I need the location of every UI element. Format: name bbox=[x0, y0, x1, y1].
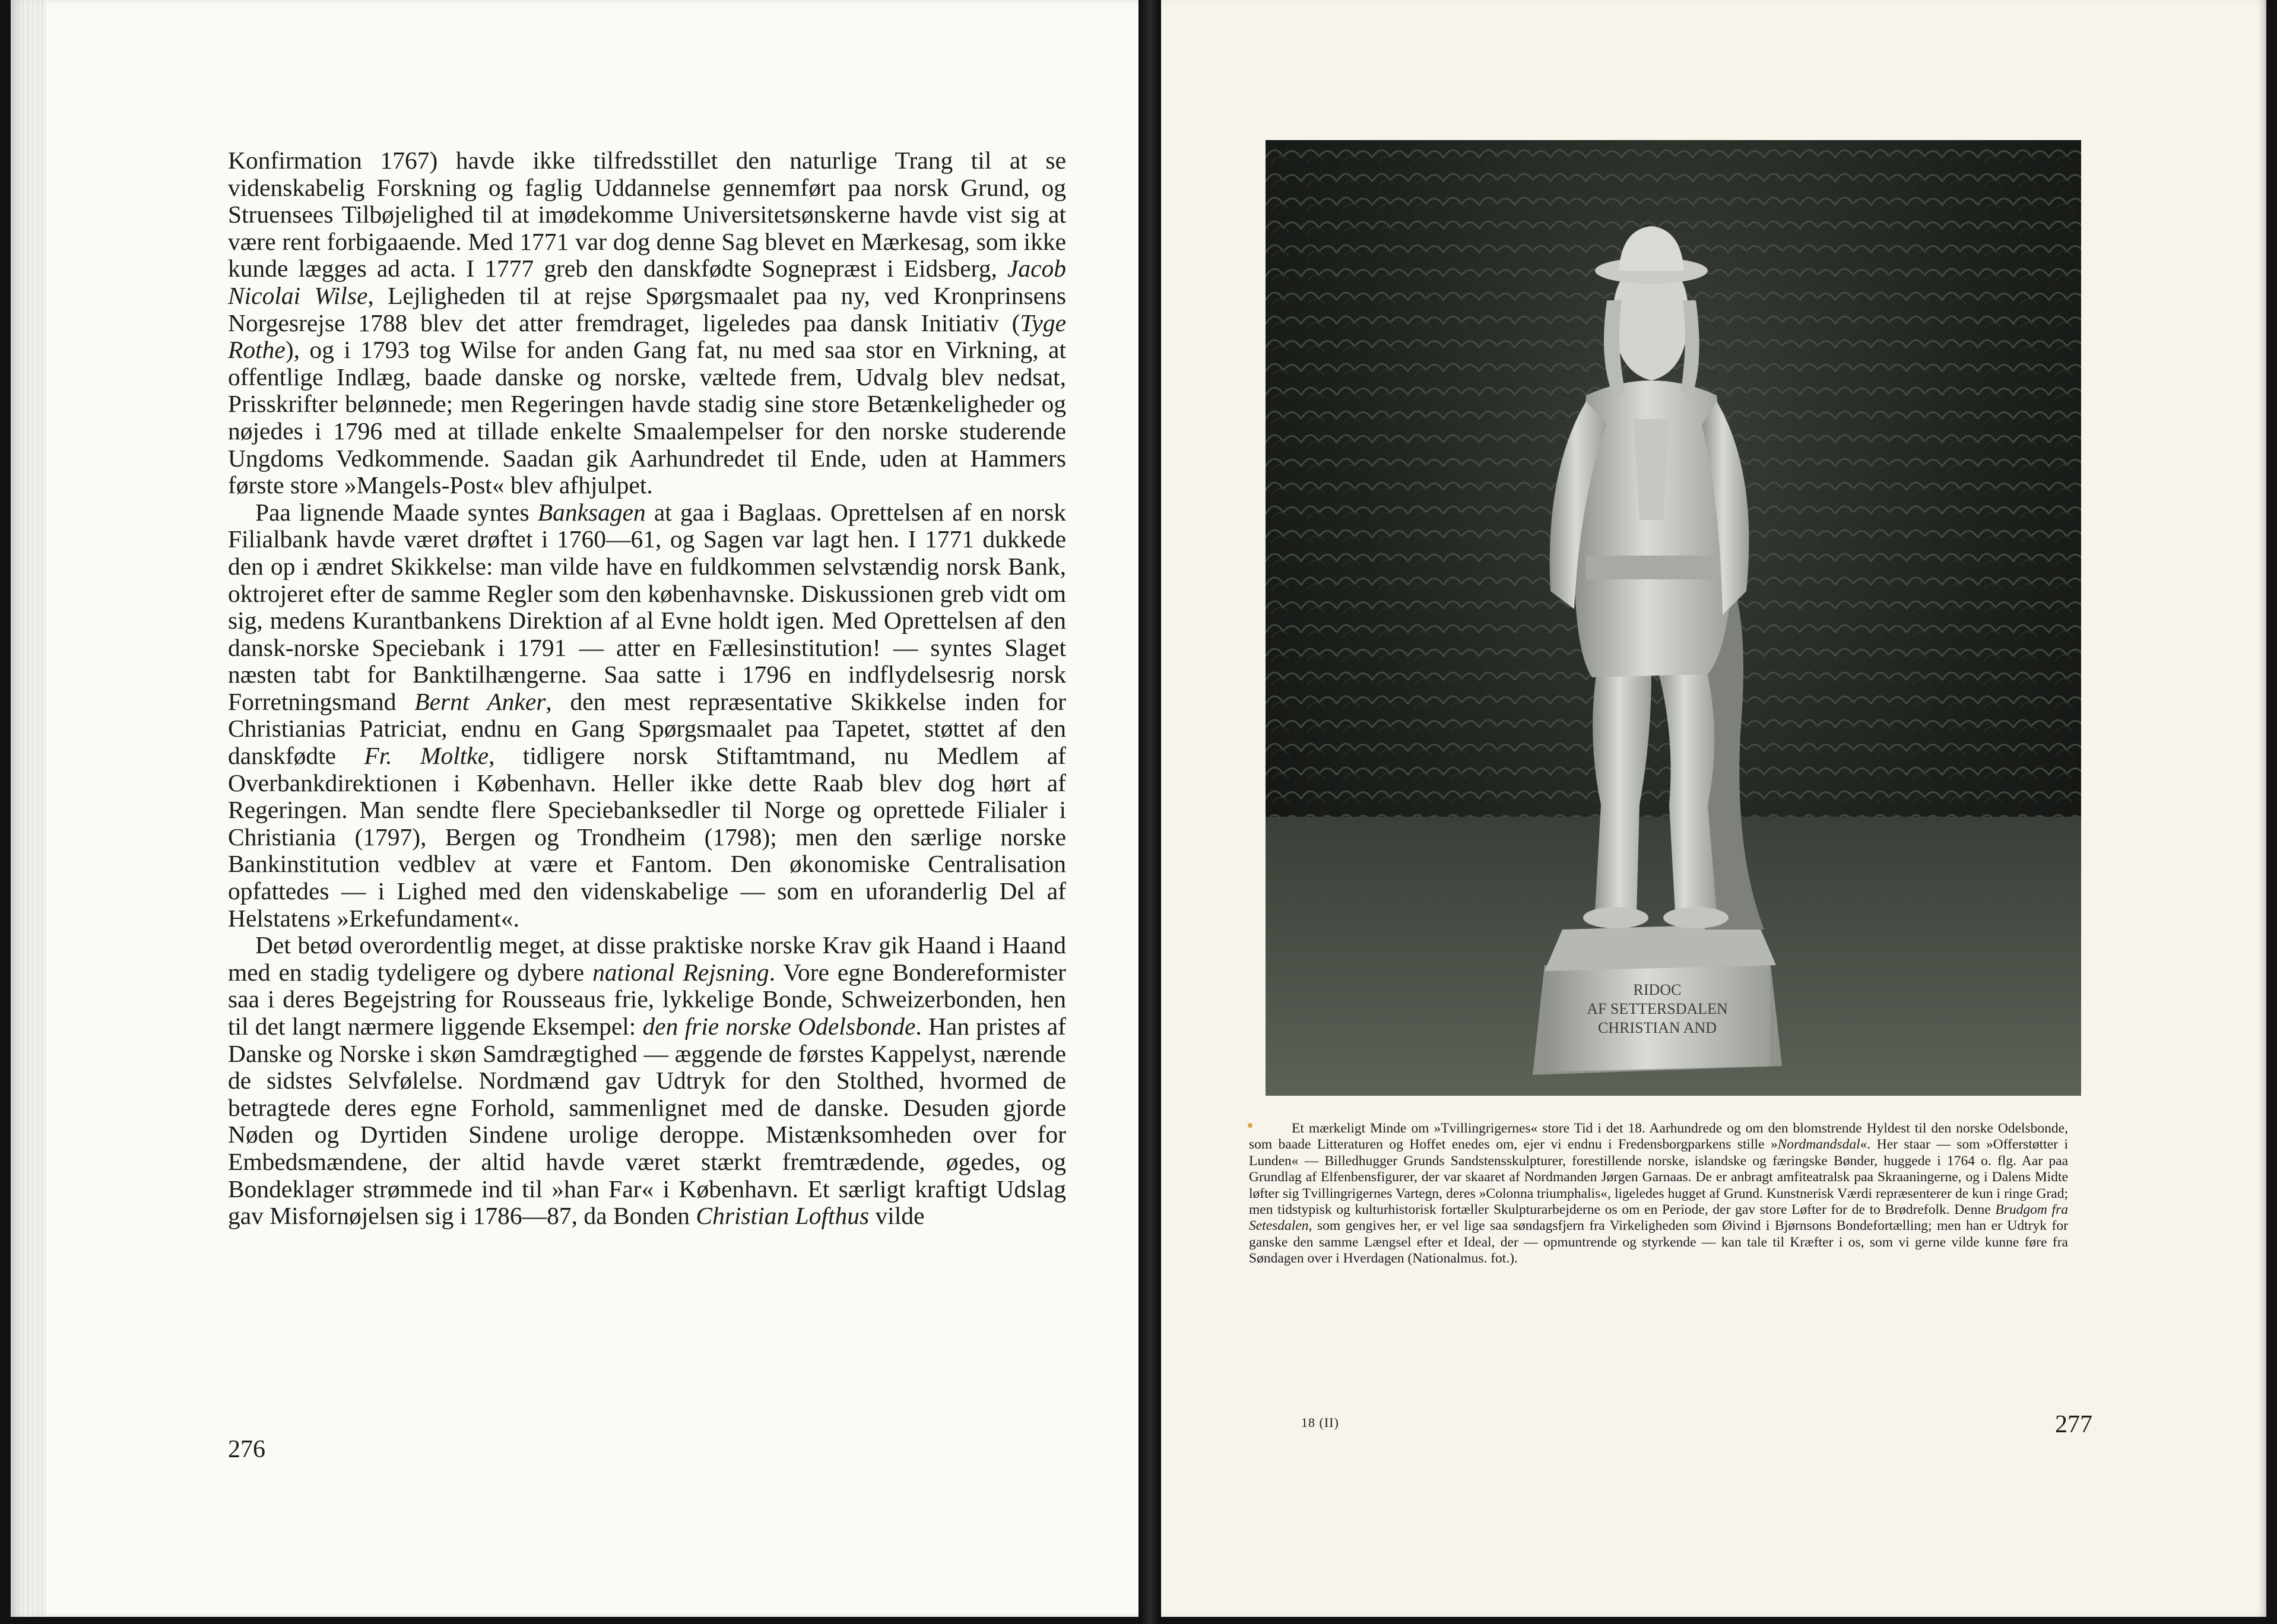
photo-caption: Et mærkeligt Minde om »Tvillingrigernes« store Tid i det 18. Aarhundrede og om den blomstrende Hyldest til den norske Odelsbonde, som baade Litteraturen og Hoffet enedes om, ejer vi endnu i Fredensborgparkens stille »Nordmandsdal«. Her staar — som »Offerstøtter i Lunden« — Billedhugger Grunds Sandstensskulpturer, forestillende norske, islandske og færingske Bønder, huggede i 1764 o. flg. Aar paa Grundlag af Elfenbensfigurer, der var skaaret af Nordmanden Jørgen Garnaas. De er anbragt amfiteatralsk paa Skraaningerne, og i Dalens Midte løfter sig Tvillingrigernes Vartegn, deres »Colonna triumphalis«, ligeledes hugget af Grund. Kunstnerisk Værdi repræsenterer de kun i ringe Grad; men tidstypisk og kulturhistorisk fortæller Skulpturarbejderne os om en Periode, der gav store Løfter for de to Brødrefolk. Denne Brudgom fra Setesdalen, som gengives her, er vel lige saa søndagsfjern fra Virkeligheden som Øivind i Bjørnsons Bondefortælling; men han er Udtryk for ganske den samme Længsel efter et Ideal, der — opmuntrende og styrkende — kan tale til Kræfter i os, som vi gerne vilde kunne føre fra Søndagen over i Hverdagen (Nationalmus. fot.). bbox=[1249, 1121, 2068, 1267]
emphasis: Jacob Nicolai Wilse bbox=[228, 255, 1066, 309]
paragraph: Konfirmation 1767) havde ikke tilfredsstillet den naturlige Trang til at se videnskabelig Forskning og faglig Uddannelse gennemført paa norsk Grund, og Struensees Tilbøjelighed til at imødekomme Universitetsønskerne havde vist sig at være rent forbigaaende. Med 1771 var dog denne Sag blevet en Mærkesag, som ikke kunde lægges ad acta. I 1777 greb den danskfødte Sognepræst i Eidsberg, Jacob Nicolai Wilse, Lejligheden til at rejse Spørgsmaalet paa ny, ved Kronprinsens Norgesrejse 1788 blev det atter fremdraget, ligeledes paa dansk Initiativ (Tyge Rothe), og i 1793 tog Wilse for anden Gang fat, nu med saa stor en Virkning, at offentlige Indlæg, baade danske og norske, væltede frem, Udvalg blev nedsat, Prisskrifter belønnede; men Regeringen havde stadig sine store Betænkeligheder og nøjedes i 1796 med at tillade enkelte Smaalempelser for den norske studerende Ungdoms Vedkommende. Saadan gik Aarhundredet til Ende, uden at Hammers første store »Mangels-Post« blev afhjulpet. bbox=[228, 147, 1066, 499]
right-page bbox=[1161, 0, 2266, 1617]
emphasis: Tyge Rothe bbox=[228, 309, 1066, 364]
page-stack-edge bbox=[11, 0, 46, 1617]
plinth-inscription: RIDOC bbox=[1633, 981, 1682, 998]
plinth-inscription: CHRISTIAN AND bbox=[1597, 1019, 1717, 1036]
body-text bbox=[228, 147, 1066, 1230]
left-page bbox=[11, 0, 1138, 1617]
page-number: 276 bbox=[228, 1436, 265, 1463]
plinth-inscription: AF SETTERSDALEN bbox=[1587, 1000, 1728, 1017]
book-gutter bbox=[1138, 0, 1161, 1624]
emphasis: Nordmandsdal bbox=[1777, 1137, 1860, 1153]
paragraph: Det betød overordentlig meget, at disse praktiske norske Krav gik Haand i Haand med en stadig tydeligere og dybere national Rejsning. Vore egne Bondereformister saa i deres Begejstring for Rousseaus frie, lykkelige Bonde, Schweizerbonden, hen til det langt nærmere liggende Eksempel: den frie norske Odelsbonde. Han pristes af Danske og Norske i skøn Samdrægtighed — æggende de førstes Kappelyst, nærende de sidstes Selvfølelse. Nordmænd gav Udtryk for den Stolthed, hvormed de betragtede deres egne Forhold, sammenlignet med de danske. Desuden gjorde Nøden og Dyrtiden Sindene urolige deroppe. Mistænksomheden over for Embedsmændene, der altid havde været stærkt fremtrædende, øgedes, og Bondeklager strømmede ind til »han Far« i København. Et særligt kraftigt Udslag gav Misfornøjelsen sig i 1786—87, da Bonden Christian Lofthus vilde bbox=[228, 931, 1066, 1230]
emphasis: Banksagen bbox=[537, 498, 646, 526]
page-number: 277 bbox=[2055, 1411, 2092, 1438]
signature-mark: 18 (II) bbox=[1301, 1415, 1339, 1430]
emphasis: national Rejsning bbox=[592, 958, 769, 986]
emphasis: Brudgom fra Setesdalen bbox=[1249, 1202, 2068, 1234]
emphasis: Bernt Anker bbox=[414, 687, 546, 715]
emphasis: Fr. Moltke bbox=[364, 742, 489, 770]
paragraph: Paa lignende Maade syntes Banksagen at gaa i Baglaas. Oprettelsen af en norsk Filialbank havde været drøftet i 1760—61, og Sagen var lagt hen. I 1771 dukkede den op i ændret Skikkelse: man vilde have en fuldkommen selvstændig norsk Bank, oktrojeret efter de samme Regler som den københavnske. Diskussionen greb vidt om sig, medens Kurantbankens Direktion af al Evne holdt igen. Med Oprettelsen af den dansk-norske Speciebank i 1791 — atter en Fællesinstitution! — syntes Slaget næsten tabt for Banktilhængerne. Saa satte i 1796 en indflydelsesrig norsk Forretningsmand Bernt Anker, den mest repræsentative Skikkelse inden for Christianias Patriciat, endnu en Gang Spørgsmaalet paa Tapetet, støttet af den danskfødte Fr. Moltke, tidligere norsk Stiftamtmand, nu Medlem af Overbankdirektionen i København. Heller ikke dette Raab blev dog hørt af Regeringen. Man sendte flere Speciebanksedler til Norge og oprettede Filialer i Christiania (1797), Bergen og Trondheim (1798); men den særlige norske Bankinstitution vedblev at være et Fantom. Den økonomiske Centralisation opfattedes — i Lighed med den videnskabelige — som en uforanderlig Del af Helstatens »Erkefundament«. bbox=[228, 498, 1067, 932]
emphasis: Christian Lofthus bbox=[696, 1202, 870, 1230]
emphasis: den frie norske Odelsbonde bbox=[642, 1013, 916, 1040]
statue-photograph bbox=[1266, 140, 2081, 1096]
statue-illustration bbox=[1266, 140, 2081, 1096]
